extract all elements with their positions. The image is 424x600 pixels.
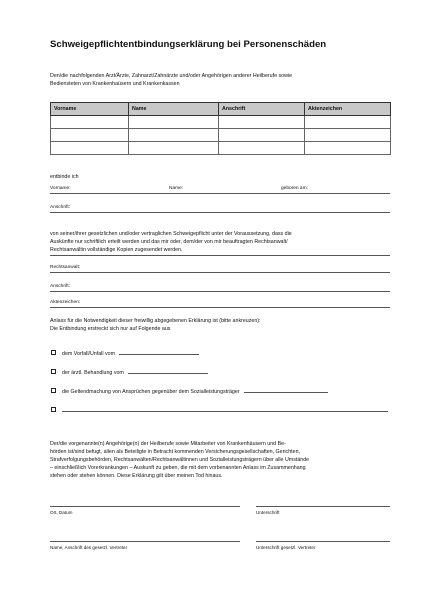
label-vorname: Vorname: — [50, 186, 71, 191]
table-cell[interactable] — [219, 129, 305, 142]
checkbox-sonstiges[interactable] — [51, 407, 56, 412]
label-name-vertreter: Name, Anschrift des gesetzl. Vertreter — [50, 545, 128, 550]
entbinde-text: entbinde ich — [50, 174, 79, 180]
table-cell[interactable] — [219, 142, 305, 155]
option-sozialleistung — [62, 387, 328, 396]
checkbox-sozialleistung[interactable] — [51, 388, 56, 393]
option-behandlung-label: der ärztl. Behandlung vom — [62, 370, 124, 376]
checkbox-vorfall[interactable] — [51, 350, 56, 355]
sonstiges-line[interactable] — [62, 406, 388, 412]
intro-line-2: Bediensteten von Krankenhaüsern und Krankenkassen — [50, 81, 180, 87]
table-cell[interactable] — [305, 142, 391, 155]
header-anschrift: Anschrift — [219, 103, 305, 116]
table-cell[interactable] — [51, 116, 129, 129]
final-line-1: Der/die vorgenannte(n) Angehörige(n) der Heilberufe sowie Mitarbeiter von Krankenhäusern und Be- — [50, 441, 286, 447]
label-anschrift-anwalt: Anschrift: — [50, 284, 70, 289]
option-vorfall — [62, 349, 199, 358]
persons-table — [50, 102, 391, 155]
para2-line-3: Rechtsanwältin vollständige Kopien zugesendet werden. — [50, 247, 183, 253]
label-unterschrift: Unterschrift — [256, 510, 280, 515]
header-vorname: Vorname — [51, 103, 129, 116]
rechtsanwalt-line[interactable] — [50, 272, 390, 273]
table-header-row — [51, 103, 391, 116]
final-line-4: – einschließlich Vorerkrankungen – Auskunft zu geben, die mit dem vorbenannten Anlass im Zusammenhang — [50, 465, 306, 471]
label-geboren: geboren am: — [281, 186, 308, 191]
label-ort-datum: Ort, Datum — [50, 510, 73, 515]
label-anschrift: Anschrift: — [50, 205, 70, 210]
anschrift-line[interactable] — [50, 212, 390, 213]
label-rechtsanwalt: Rechtsanwalt: — [50, 265, 81, 270]
vertreter-unterschrift-line[interactable] — [256, 541, 390, 542]
page-title: Schweigepflichtentbindungserklärung bei Personenschäden — [50, 39, 327, 50]
para2-line-2: Auskünfte nur schriftlich erteilt werden und das mir oder, dem/der von mir beauftragten Rechtsanwalt/ — [50, 239, 288, 245]
aktenzeichen-line[interactable] — [50, 307, 390, 308]
anschrift-anwalt-line[interactable] — [50, 291, 390, 292]
anlass-line-1: Anlass für die Notwendigkeit dieser freiwillig abgegebenen Erklärung ist (bitte ankreuzen): — [50, 318, 261, 324]
para2-line-1: von seiner/ihrer gesetzlichen und/oder vertraglichen Schweigepflicht unter der Voraussetzung, dass die — [50, 231, 292, 237]
table-cell[interactable] — [51, 129, 129, 142]
option-vorfall-label: dem Vorfall/Unfall vom — [62, 351, 115, 357]
table-cell[interactable] — [305, 116, 391, 129]
checkbox-behandlung[interactable] — [51, 369, 56, 374]
label-unterschrift-vertreter: Unterschrift gesetzl. Vertreter — [256, 545, 316, 550]
behandlung-date-line[interactable] — [128, 368, 208, 374]
table-cell[interactable] — [305, 129, 391, 142]
vorname-line[interactable] — [50, 193, 390, 194]
vorfall-date-line[interactable] — [119, 349, 199, 355]
label-name: Name: — [169, 186, 184, 191]
table-cell[interactable] — [129, 116, 219, 129]
sozialleistung-line[interactable] — [244, 387, 328, 393]
option-behandlung — [62, 368, 208, 377]
table-row — [51, 129, 391, 142]
label-aktenzeichen: Aktenzeichen: — [50, 300, 81, 305]
table-row — [51, 116, 391, 129]
final-line-5: stehen oder stehen können. Diese Erklärung gilt über meinen Tod hinaus. — [50, 473, 223, 479]
anlass-line-2: Die Entbindung erstreckt sich nur auf Folgende aus — [50, 326, 171, 332]
header-name: Name — [129, 103, 219, 116]
table-cell[interactable] — [219, 116, 305, 129]
option-sozialleistung-label: die Geltendmachung von Ansprüchen gegenüber dem Sozialleistungsträger — [62, 389, 240, 395]
header-aktenzeichen: Aktenzeichen — [305, 103, 391, 116]
table-cell[interactable] — [51, 142, 129, 155]
para2-line — [50, 255, 390, 256]
option-sonstiges — [62, 406, 388, 415]
intro-line-1: Den/die nachfolgenden Arzt/Ärzte, Zahnarzt/Zahnärzte und/oder Angehörigen anderer Heilberufe sowie — [50, 73, 293, 79]
table-cell[interactable] — [129, 129, 219, 142]
table-cell[interactable] — [129, 142, 219, 155]
ort-datum-line[interactable] — [50, 506, 240, 507]
final-line-3: Strafverfolgungsbehörden, Rechtsanwälten/Rechtsanwältinnen und Sozialleistungsträgern über alle Umstände — [50, 457, 310, 463]
final-line-2: hörden ist/sind befugt, allen als Beteiligte in Betracht kommenden Versicherungsgesellschaften, Gerichten, — [50, 449, 300, 455]
vertreter-name-line[interactable] — [50, 541, 240, 542]
unterschrift-line[interactable] — [256, 506, 390, 507]
table-row — [51, 142, 391, 155]
